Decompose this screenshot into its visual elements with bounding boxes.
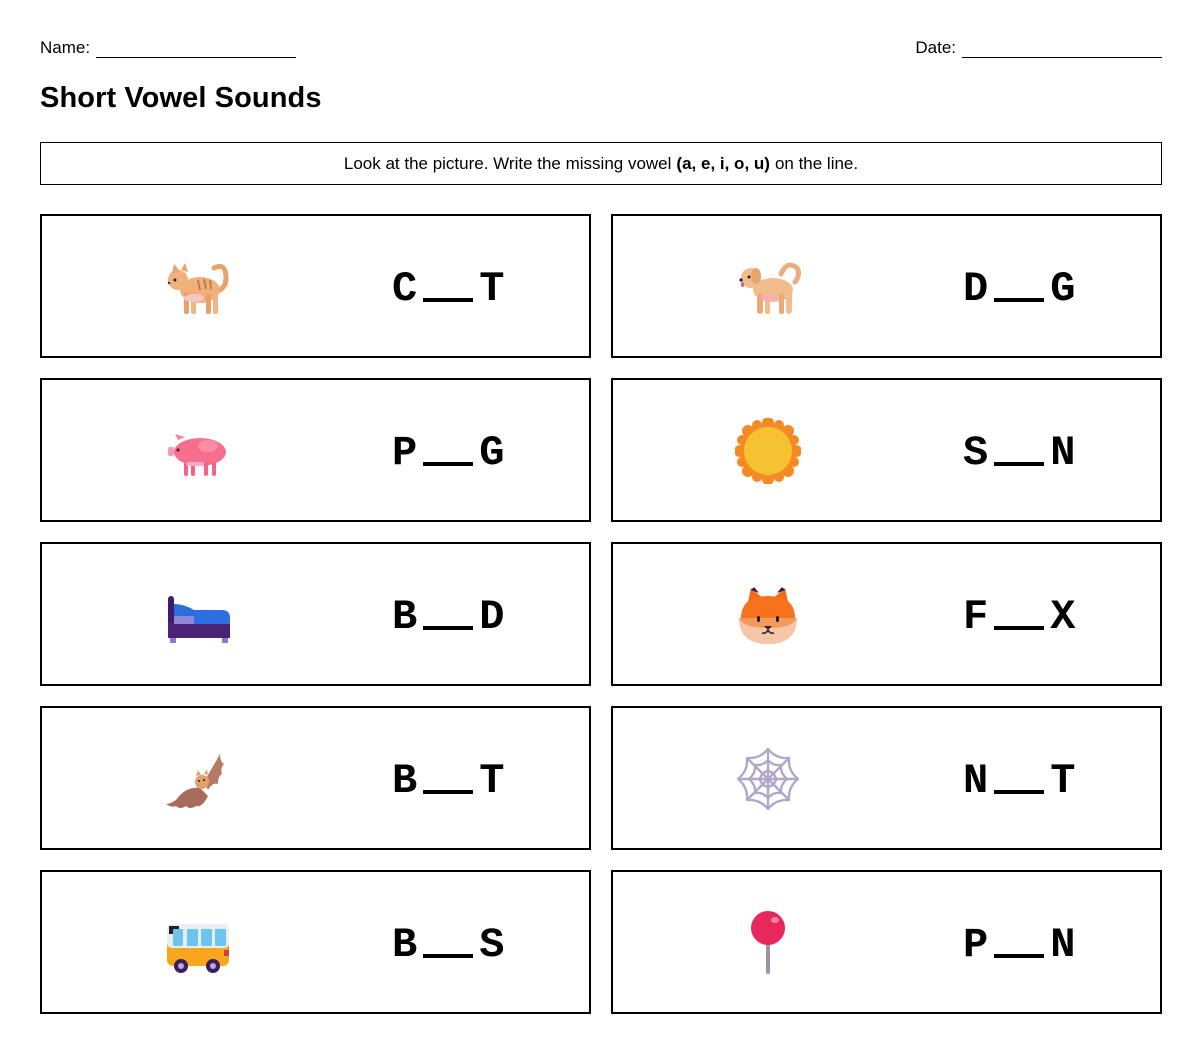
first-letter: B (392, 757, 418, 805)
last-letter: N (1050, 921, 1076, 969)
first-letter: S (963, 429, 989, 477)
exercise-card-sun (611, 378, 1162, 522)
last-letter: T (1050, 757, 1076, 805)
exercise-card-bed (40, 542, 591, 686)
bed-icon (164, 582, 230, 648)
first-letter: B (392, 921, 418, 969)
web-net-icon (735, 746, 801, 812)
last-letter: S (479, 921, 505, 969)
exercise-card-dog (611, 214, 1162, 358)
word-puzzle (392, 429, 505, 477)
last-letter: G (1050, 265, 1076, 313)
cat-icon (164, 254, 230, 320)
vowel-blank[interactable] (423, 954, 473, 958)
word-puzzle (963, 757, 1076, 805)
vowel-blank[interactable] (423, 626, 473, 630)
word-puzzle (963, 429, 1076, 477)
last-letter: G (479, 429, 505, 477)
word-puzzle (392, 265, 505, 313)
word-puzzle (963, 593, 1076, 641)
vowel-blank[interactable] (994, 790, 1044, 794)
bat-icon (164, 746, 230, 812)
first-letter: P (392, 429, 418, 477)
exercise-card-fox (611, 542, 1162, 686)
last-letter: T (479, 265, 505, 313)
vowel-blank[interactable] (423, 790, 473, 794)
exercise-card-pin (611, 870, 1162, 1014)
instructions-vowels: (a, e, i, o, u) (676, 153, 770, 173)
date-label: Date: (915, 38, 956, 57)
name-label: Name: (40, 38, 91, 57)
exercise-card-net (611, 706, 1162, 850)
vowel-blank[interactable] (423, 462, 473, 466)
name-field (40, 38, 296, 58)
exercise-grid (40, 214, 1162, 1014)
first-letter: D (963, 265, 989, 313)
date-field (915, 38, 1162, 58)
first-letter: C (392, 265, 418, 313)
page-title: Short Vowel Sounds (40, 82, 322, 114)
first-letter: B (392, 593, 418, 641)
vowel-blank[interactable] (994, 954, 1044, 958)
instructions-text-after: on the line. (774, 153, 859, 173)
vowel-blank[interactable] (994, 462, 1044, 466)
pin-icon (735, 910, 801, 976)
exercise-card-bat (40, 706, 591, 850)
sun-icon (735, 418, 801, 484)
instructions-box (40, 142, 1162, 185)
last-letter: T (479, 757, 505, 805)
last-letter: D (479, 593, 505, 641)
exercise-card-pig (40, 378, 591, 522)
date-blank-line[interactable] (962, 40, 1162, 58)
first-letter: F (963, 593, 989, 641)
exercise-card-bus (40, 870, 591, 1014)
vowel-blank[interactable] (994, 298, 1044, 302)
vowel-blank[interactable] (423, 298, 473, 302)
header-row (40, 38, 1162, 60)
bus-icon (164, 910, 230, 976)
last-letter: N (1050, 429, 1076, 477)
dog-icon (735, 254, 801, 320)
pig-icon (164, 418, 230, 484)
word-puzzle (963, 265, 1076, 313)
exercise-card-cat (40, 214, 591, 358)
fox-icon (735, 582, 801, 648)
word-puzzle (963, 921, 1076, 969)
word-puzzle (392, 757, 505, 805)
word-puzzle (392, 593, 505, 641)
first-letter: N (963, 757, 989, 805)
last-letter: X (1050, 593, 1076, 641)
instructions-text-before: Look at the picture. Write the missing vowel (343, 153, 672, 173)
name-blank-line[interactable] (96, 40, 296, 58)
vowel-blank[interactable] (994, 626, 1044, 630)
first-letter: P (963, 921, 989, 969)
word-puzzle (392, 921, 505, 969)
